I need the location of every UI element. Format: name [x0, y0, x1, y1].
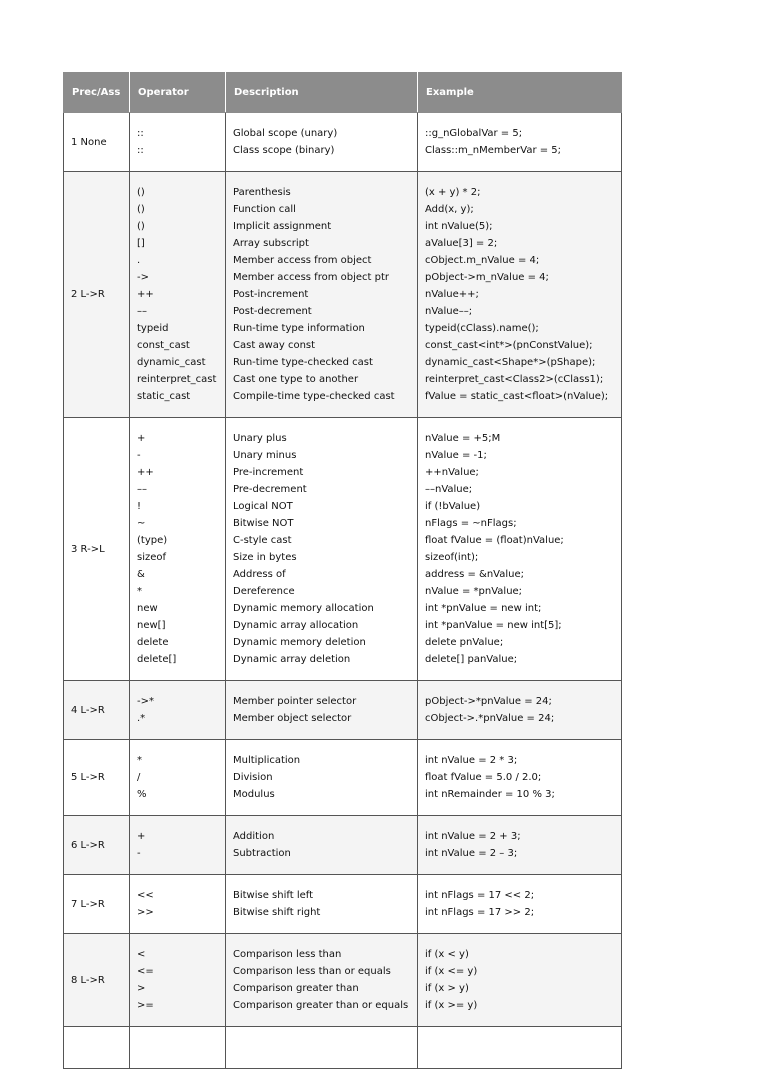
description-line: Multiplication — [233, 755, 301, 766]
example-line: reinterpret_cast<Class2>(cClass1); — [425, 374, 604, 385]
example-cell — [418, 740, 622, 816]
operator-line: > — [137, 983, 146, 994]
operator-line: / — [137, 772, 141, 783]
operator-cell — [130, 1027, 226, 1069]
example-line: int nRemainder = 10 % 3; — [425, 789, 555, 800]
description-line: Run-time type information — [233, 323, 365, 334]
operator-line: < — [137, 949, 146, 960]
operator-cell — [130, 875, 226, 934]
operator-line: >> — [137, 907, 154, 918]
example-line: if (x >= y) — [425, 1000, 478, 1011]
description-line: Comparison greater than — [233, 983, 359, 994]
operator-line: –– — [137, 306, 147, 317]
description-line: Global scope (unary) — [233, 128, 338, 139]
precedence-group-row — [64, 740, 622, 816]
operator-cell — [130, 934, 226, 1027]
example-line: const_cast<int*>(pnConstValue); — [425, 340, 593, 351]
description-cell — [226, 681, 418, 740]
example-cell — [418, 172, 622, 418]
description-line: Address of — [233, 569, 286, 580]
example-line: nValue++; — [425, 289, 479, 300]
operator-line: () — [137, 187, 145, 198]
operator-line: delete — [137, 637, 169, 648]
description-line: Comparison greater than or equals — [233, 1000, 409, 1011]
precedence-cell: 5 L->R — [64, 740, 130, 816]
description-line: Size in bytes — [233, 552, 297, 563]
operator-cell — [130, 816, 226, 875]
precedence-group-row — [64, 172, 622, 418]
description-line: Addition — [233, 831, 275, 842]
example-line: pObject->m_nValue = 4; — [425, 272, 549, 283]
example-line: ::g_nGlobalVar = 5; — [425, 128, 523, 139]
example-line: if (x > y) — [425, 983, 469, 994]
example-cell — [418, 113, 622, 172]
precedence-cell: 8 L->R — [64, 934, 130, 1027]
description-cell — [226, 1027, 418, 1069]
example-line: nValue = *pnValue; — [425, 586, 523, 597]
description-line: Pre-decrement — [233, 484, 307, 495]
example-line: aValue[3] = 2; — [425, 238, 498, 249]
operator-cell — [130, 113, 226, 172]
example-line: nValue––; — [425, 306, 473, 317]
operator-line: () — [137, 204, 145, 215]
example-line: delete[] panValue; — [425, 654, 518, 665]
precedence-group-row — [64, 681, 622, 740]
precedence-cell: 1 None — [64, 113, 130, 172]
description-line: Bitwise shift left — [233, 890, 314, 901]
description-line: Division — [233, 772, 273, 783]
operator-line: * — [137, 586, 142, 597]
example-line: float fValue = 5.0 / 2.0; — [425, 772, 542, 783]
example-line: delete pnValue; — [425, 637, 504, 648]
description-line: Parenthesis — [233, 187, 291, 198]
example-line: typeid(cClass).name(); — [425, 323, 539, 334]
description-line: Member pointer selector — [233, 696, 357, 707]
description-line — [233, 1039, 411, 1056]
description-line: Subtraction — [233, 848, 291, 859]
example-line: Add(x, y); — [425, 204, 474, 215]
description-line: Implicit assignment — [233, 221, 332, 232]
precedence-cell — [64, 1027, 130, 1069]
example-cell — [418, 1027, 622, 1069]
description-line: Cast away const — [233, 340, 316, 351]
description-line: Run-time type-checked cast — [233, 357, 373, 368]
description-cell — [226, 113, 418, 172]
operator-line: << — [137, 890, 154, 901]
description-cell — [226, 816, 418, 875]
operator-line: dynamic_cast — [137, 357, 206, 368]
operator-precedence-table — [63, 72, 622, 1069]
operator-cell — [130, 418, 226, 681]
example-line: int *panValue = new int[5]; — [425, 620, 562, 631]
operator-line: .* — [137, 713, 146, 724]
description-line: Array subscript — [233, 238, 309, 249]
operator-line: new[] — [137, 620, 166, 631]
description-line: Member access from object ptr — [233, 272, 390, 283]
operator-line: :: — [137, 128, 144, 139]
description-line: Dynamic memory deletion — [233, 637, 366, 648]
operator-line: . — [137, 255, 141, 266]
operator-line: - — [137, 450, 141, 461]
example-line — [425, 1039, 615, 1056]
operator-line: reinterpret_cast — [137, 374, 217, 385]
header-prec-assoc: Prec/Ass — [64, 73, 130, 113]
description-line: Compile-time type-checked cast — [233, 391, 395, 402]
description-line: Member object selector — [233, 713, 352, 724]
precedence-group-row — [64, 934, 622, 1027]
operator-cell — [130, 172, 226, 418]
example-cell — [418, 418, 622, 681]
description-line: Member access from object — [233, 255, 372, 266]
description-cell — [226, 418, 418, 681]
operator-line: * — [137, 755, 142, 766]
description-line: Post-decrement — [233, 306, 312, 317]
example-line: nFlags = ~nFlags; — [425, 518, 517, 529]
operator-line: >= — [137, 1000, 154, 1011]
operator-line: –– — [137, 484, 147, 495]
operator-line: static_cast — [137, 391, 191, 402]
operator-cell — [130, 740, 226, 816]
example-line: if (x < y) — [425, 949, 469, 960]
precedence-cell: 6 L->R — [64, 816, 130, 875]
precedence-group-row — [64, 875, 622, 934]
example-line: (x + y) * 2; — [425, 187, 481, 198]
description-line: Bitwise NOT — [233, 518, 294, 529]
description-cell — [226, 172, 418, 418]
description-line: Class scope (binary) — [233, 145, 335, 156]
table-header-row — [64, 73, 622, 113]
example-line: nValue = +5;M — [425, 433, 501, 444]
operator-line: -> — [137, 272, 149, 283]
example-line: if (!bValue) — [425, 501, 481, 512]
operator-line: ++ — [137, 289, 154, 300]
example-line: sizeof(int); — [425, 552, 479, 563]
operator-line: (type) — [137, 535, 168, 546]
description-line: Cast one type to another — [233, 374, 359, 385]
description-line: Dynamic array deletion — [233, 654, 351, 665]
example-line: int nFlags = 17 >> 2; — [425, 907, 535, 918]
example-line: fValue = static_cast<float>(nValue); — [425, 391, 609, 402]
example-line: pObject->*pnValue = 24; — [425, 696, 552, 707]
description-line: Unary plus — [233, 433, 287, 444]
example-line: nValue = -1; — [425, 450, 487, 461]
header-operator: Operator — [130, 73, 226, 113]
example-cell — [418, 934, 622, 1027]
header-example: Example — [418, 73, 622, 113]
operator-line — [137, 1039, 219, 1056]
description-line: C-style cast — [233, 535, 292, 546]
operator-line: ++ — [137, 467, 154, 478]
precedence-group-row — [64, 816, 622, 875]
description-line: Comparison less than or equals — [233, 966, 391, 977]
description-line: Pre-increment — [233, 467, 304, 478]
description-line: Unary minus — [233, 450, 297, 461]
precedence-group-row — [64, 1027, 622, 1069]
operator-line: const_cast — [137, 340, 190, 351]
description-cell — [226, 875, 418, 934]
operator-line: - — [137, 848, 141, 859]
description-line: Dynamic array allocation — [233, 620, 359, 631]
example-line: int nValue = 2 * 3; — [425, 755, 518, 766]
operator-line: [] — [137, 238, 145, 249]
header-description: Description — [226, 73, 418, 113]
description-line: Post-increment — [233, 289, 309, 300]
operator-line: typeid — [137, 323, 169, 334]
example-line: Class::m_nMemberVar = 5; — [425, 145, 562, 156]
operator-line: + — [137, 433, 146, 444]
operator-line: + — [137, 831, 146, 842]
example-cell — [418, 875, 622, 934]
description-line: Function call — [233, 204, 296, 215]
example-cell — [418, 816, 622, 875]
description-line: Comparison less than — [233, 949, 342, 960]
operator-line: delete[] — [137, 654, 177, 665]
operator-line: ~ — [137, 518, 146, 529]
description-line: Dereference — [233, 586, 295, 597]
example-line: cObject.m_nValue = 4; — [425, 255, 540, 266]
example-line: if (x <= y) — [425, 966, 478, 977]
example-line: int nFlags = 17 << 2; — [425, 890, 535, 901]
description-cell — [226, 740, 418, 816]
operator-line: :: — [137, 145, 144, 156]
example-line: float fValue = (float)nValue; — [425, 535, 564, 546]
description-line: Modulus — [233, 789, 275, 800]
precedence-cell: 3 R->L — [64, 418, 130, 681]
example-line: ++nValue; — [425, 467, 479, 478]
operator-line: ! — [137, 501, 142, 512]
example-line: cObject->.*pnValue = 24; — [425, 713, 555, 724]
operator-cell — [130, 681, 226, 740]
example-line: int nValue = 2 + 3; — [425, 831, 521, 842]
operator-line: sizeof — [137, 552, 167, 563]
precedence-group-row — [64, 113, 622, 172]
description-line: Bitwise shift right — [233, 907, 321, 918]
precedence-group-row — [64, 418, 622, 681]
example-line: address = &nValue; — [425, 569, 524, 580]
description-cell — [226, 934, 418, 1027]
description-line: Logical NOT — [233, 501, 293, 512]
precedence-cell: 4 L->R — [64, 681, 130, 740]
precedence-cell: 2 L->R — [64, 172, 130, 418]
operator-line: & — [137, 569, 145, 580]
example-line: int nValue(5); — [425, 221, 493, 232]
operator-line: () — [137, 221, 145, 232]
example-line: dynamic_cast<Shape*>(pShape); — [425, 357, 596, 368]
example-line: ––nValue; — [425, 484, 473, 495]
operator-line: % — [137, 789, 147, 800]
operator-line: new — [137, 603, 158, 614]
description-line: Dynamic memory allocation — [233, 603, 374, 614]
example-line: int nValue = 2 – 3; — [425, 848, 518, 859]
table-body — [64, 113, 622, 1069]
precedence-cell: 7 L->R — [64, 875, 130, 934]
operator-line: ->* — [137, 696, 154, 707]
example-line: int *pnValue = new int; — [425, 603, 542, 614]
example-cell — [418, 681, 622, 740]
operator-line: <= — [137, 966, 154, 977]
